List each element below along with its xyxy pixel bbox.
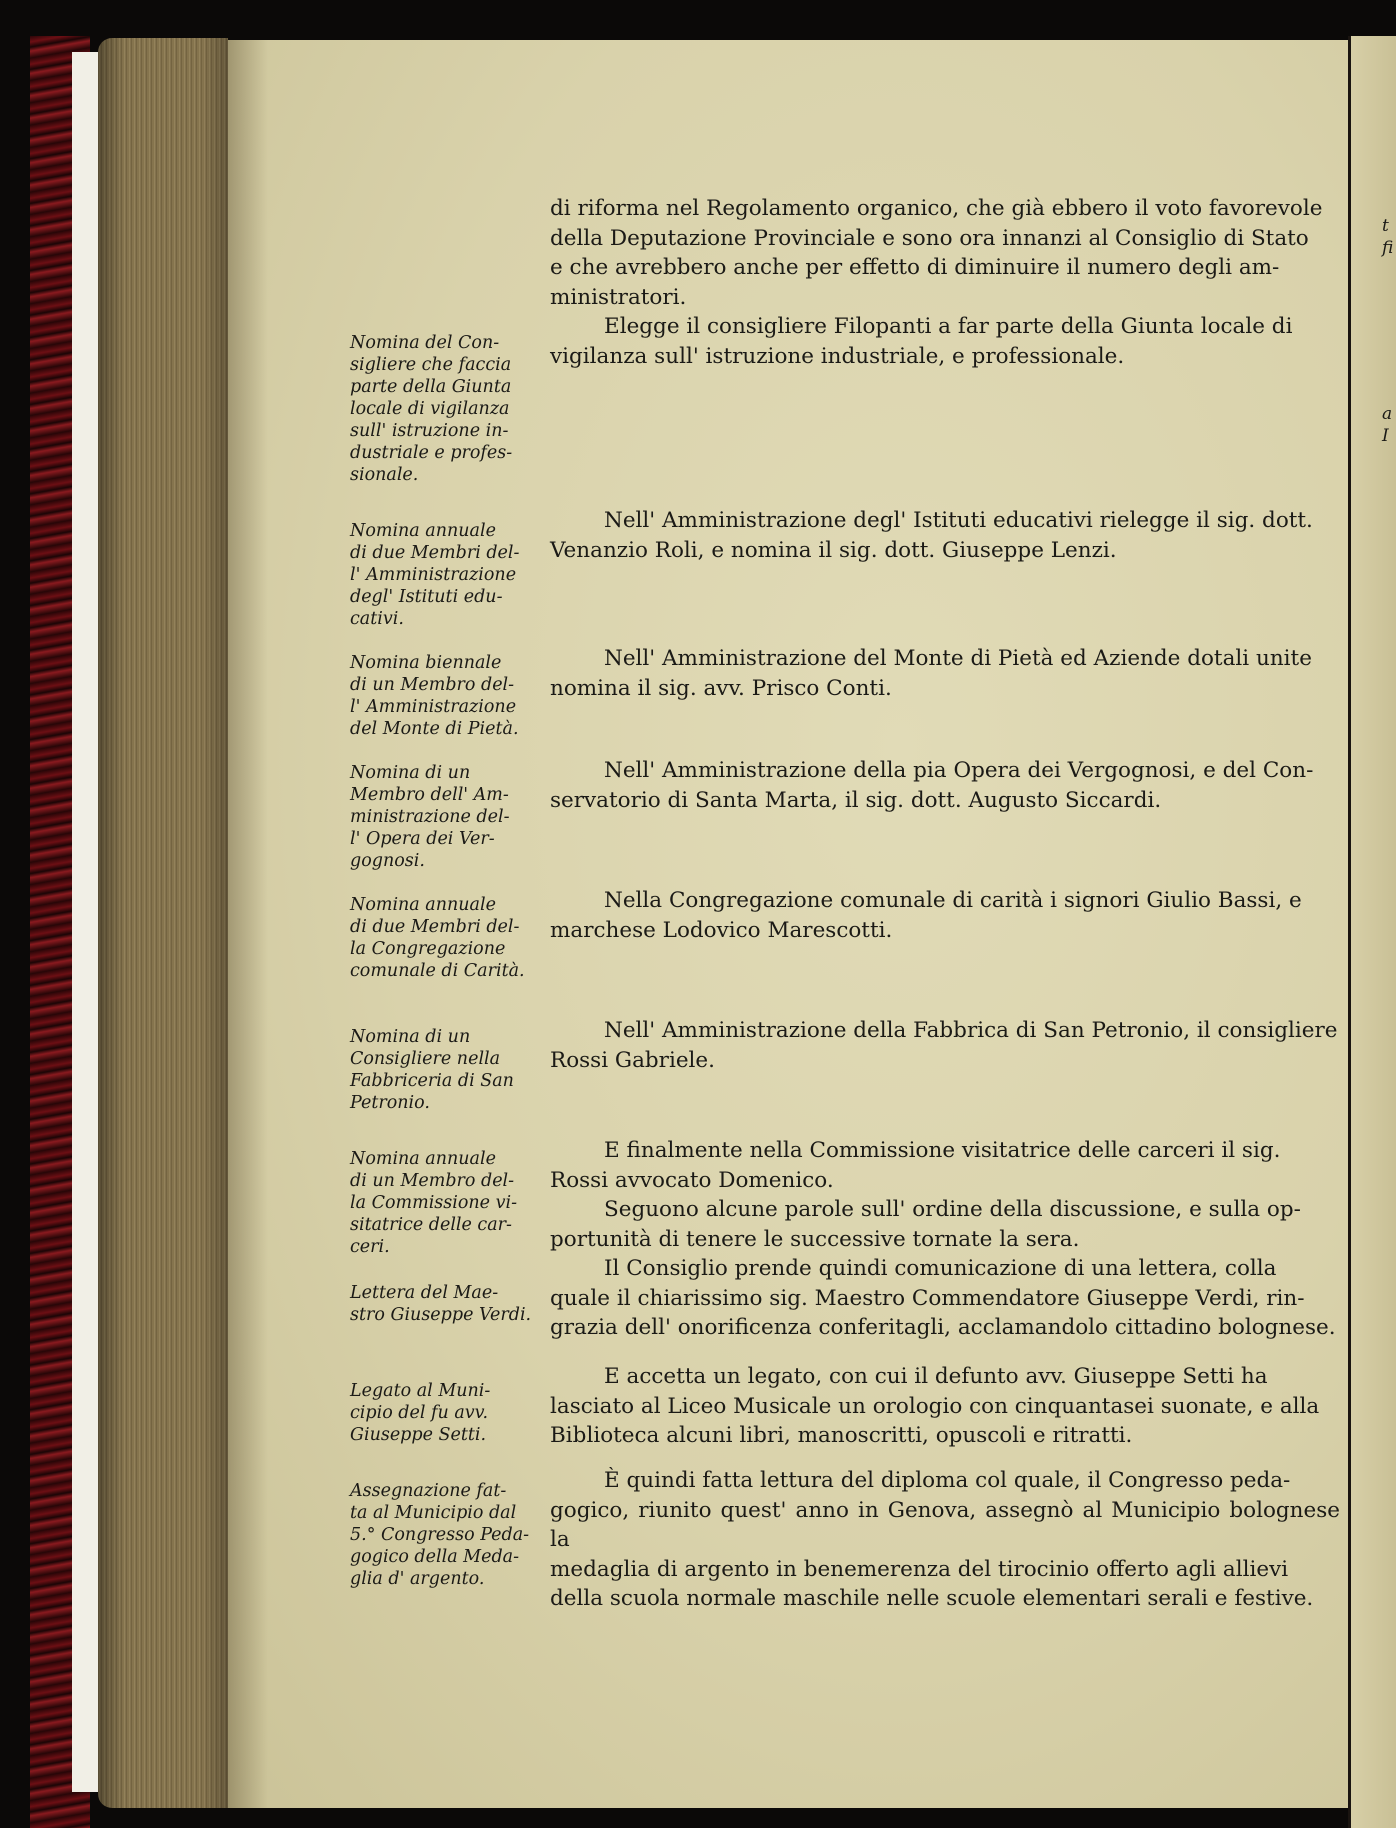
main-paragraph-1 — [550, 194, 1340, 312]
margin-note-9 — [350, 1380, 540, 1446]
text-line: medaglia di argento in benemerenza del tirocinio offerto agli allievi — [550, 1556, 1289, 1582]
note-line: stro Giuseppe Verdi. — [350, 1305, 532, 1325]
text-line: Nell' Amministrazione degl' Istituti educativi rielegge il sig. dott. — [604, 508, 1313, 533]
note-line: Giuseppe Setti. — [350, 1425, 487, 1445]
margin-note-8 — [350, 1282, 540, 1326]
margin-note-5 — [350, 894, 540, 982]
note-line: Nomina di un — [350, 763, 471, 783]
margin-note-4 — [350, 762, 540, 872]
note-line: Nomina biennale — [350, 653, 502, 673]
text-line: della Deputazione Provinciale e sono ora innanzi al Consiglio di Stato — [550, 225, 1309, 251]
note-line: Membro dell' Am- — [350, 785, 509, 805]
text-line: gogico, riunito quest' anno in Genova, assegnò al Municipio bolognese la — [550, 1497, 1340, 1552]
note-line: Assegnazione fat- — [350, 1481, 507, 1501]
text-line: È quindi fatta lettura del diploma col quale, il Congresso peda- — [604, 1468, 1291, 1493]
note-line: Legato al Muni- — [350, 1381, 491, 1401]
text-line: portunità di tenere le successive tornate la sera. — [550, 1226, 1080, 1252]
text-line: e che avrebbero anche per effetto di diminuire il numero degli am- — [550, 255, 1280, 280]
text-line: E accetta un legato, con cui il defunto avv. Giuseppe Setti ha — [604, 1364, 1268, 1389]
note-line: Nomina annuale — [350, 521, 496, 541]
text-line: quale il chiarissimo sig. Maestro Commendatore Giuseppe Verdi, rin- — [550, 1285, 1305, 1311]
note-line: Consigliere nella — [350, 1049, 501, 1069]
text-line: marchese Lodovico Marescotti. — [550, 917, 893, 943]
text-line: di riforma nel Regolamento organico, che già ebbero il voto favorevole — [550, 196, 1323, 221]
note-line: ta al Municipio dal — [350, 1503, 517, 1523]
text-line: Nell' Amministrazione del Monte di Pietà ed Aziende dotali unite — [604, 646, 1312, 671]
note-line: ministrazione del- — [350, 807, 510, 827]
text-line: vigilanza sull' istruzione industriale, e professionale. — [550, 343, 1125, 369]
note-line: Lettera del Mae- — [350, 1283, 499, 1303]
note-line: glia d' argento. — [350, 1569, 485, 1589]
text-line: Rossi avvocato Domenico. — [550, 1167, 834, 1193]
note-line: 5.° Congresso Peda- — [350, 1525, 530, 1545]
text-line: Venanzio Roli, e nomina il sig. dott. Giuseppe Lenzi. — [550, 537, 1117, 563]
text-line: Biblioteca alcuni libri, manoscritti, opuscoli e ritratti. — [550, 1423, 1133, 1448]
note-line: sigliere che faccia — [350, 355, 512, 375]
note-line: cipio del fu avv. — [350, 1403, 489, 1423]
page-edges — [98, 38, 228, 1808]
note-line: la Congregazione — [350, 939, 506, 959]
margin-note-1 — [350, 332, 540, 486]
note-line: sionale. — [350, 465, 419, 485]
note-line: sitatrice delle car- — [350, 1215, 512, 1235]
text-line: nomina il sig. avv. Prisco Conti. — [550, 675, 892, 701]
note-line: Nomina di un — [350, 1027, 471, 1047]
note-line: l' Opera dei Ver- — [350, 829, 495, 849]
facing-page-edge — [1348, 36, 1396, 1828]
facing-page-fragment: a — [1382, 404, 1393, 424]
note-line: locale di vigilanza — [350, 399, 510, 419]
text-line: lasciato al Liceo Musicale un orologio con cinquantasei suonate, e alla — [550, 1393, 1320, 1419]
note-line: l' Amministrazione — [350, 565, 517, 585]
note-line: Fabbriceria di San — [350, 1071, 514, 1091]
note-line: degl' Istituti edu- — [350, 587, 503, 607]
note-line: dustriale e profes- — [350, 443, 513, 463]
text-line: Nell' Amministrazione della Fabbrica di San Petronio, il consigliere — [604, 1018, 1338, 1043]
note-line: gogico della Meda- — [350, 1547, 520, 1567]
margin-note-6 — [350, 1026, 540, 1114]
facing-page-fragment: fi — [1382, 238, 1394, 258]
main-paragraph-8 — [550, 1136, 1340, 1343]
text-line: Rossi Gabriele. — [550, 1047, 715, 1073]
note-line: di un Membro del- — [350, 675, 515, 695]
facing-page-fragment: I — [1382, 426, 1389, 446]
note-line: comunale di Carità. — [350, 961, 525, 981]
note-line: la Commissione vi- — [350, 1193, 517, 1213]
note-line: ceri. — [350, 1237, 390, 1257]
margin-note-7 — [350, 1148, 540, 1258]
note-line: parte della Giunta — [350, 377, 512, 397]
note-line: di due Membri del- — [350, 917, 520, 937]
note-line: di due Membri del- — [350, 543, 520, 563]
main-paragraph-2 — [550, 312, 1340, 371]
text-line: Nella Congregazione comunale di carità i signori Giulio Bassi, e — [604, 888, 1302, 913]
main-paragraph-9 — [550, 1362, 1340, 1451]
margin-note-3 — [350, 652, 540, 740]
note-line: del Monte di Pietà. — [350, 719, 519, 739]
text-line: della scuola normale maschile nelle scuole elementari serali e festive. — [550, 1586, 1314, 1611]
text-line: Elegge il consigliere Filopanti a far parte della Giunta locale di — [604, 314, 1293, 339]
text-line: servatorio di Santa Marta, il sig. dott. Augusto Siccardi. — [550, 787, 1162, 813]
margin-note-2 — [350, 520, 540, 630]
note-line: Nomina del Con- — [350, 333, 500, 353]
note-line: Nomina annuale — [350, 1149, 496, 1169]
main-paragraph-5 — [550, 756, 1340, 815]
text-line: Nell' Amministrazione della pia Opera dei Vergognosi, e del Con- — [604, 758, 1314, 783]
text-line: Seguono alcune parole sull' ordine della discussione, e sulla op- — [604, 1197, 1301, 1222]
main-paragraph-6 — [550, 886, 1340, 945]
margin-note-10 — [350, 1480, 540, 1590]
main-paragraph-4 — [550, 644, 1340, 703]
text-line: E finalmente nella Commissione visitatrice delle carceri il sig. — [604, 1138, 1281, 1163]
note-line: Petronio. — [350, 1093, 430, 1113]
note-line: sull' istruzione in- — [350, 421, 509, 441]
note-line: di un Membro del- — [350, 1171, 515, 1191]
note-line: l' Amministrazione — [350, 697, 517, 717]
text-line: ministratori. — [550, 284, 687, 310]
note-line: gognosi. — [350, 851, 425, 871]
note-line: Nomina annuale — [350, 895, 496, 915]
facing-page-fragment: t — [1382, 216, 1389, 236]
text-line: Il Consiglio prende quindi comunicazione di una lettera, colla — [604, 1256, 1277, 1281]
main-paragraph-3 — [550, 506, 1340, 565]
note-line: cativi. — [350, 609, 404, 629]
text-line: grazia dell' onorificenza conferitagli, acclamandolo cittadino bolognese. — [550, 1315, 1336, 1340]
main-paragraph-7 — [550, 1016, 1340, 1075]
main-paragraph-10 — [550, 1466, 1340, 1614]
